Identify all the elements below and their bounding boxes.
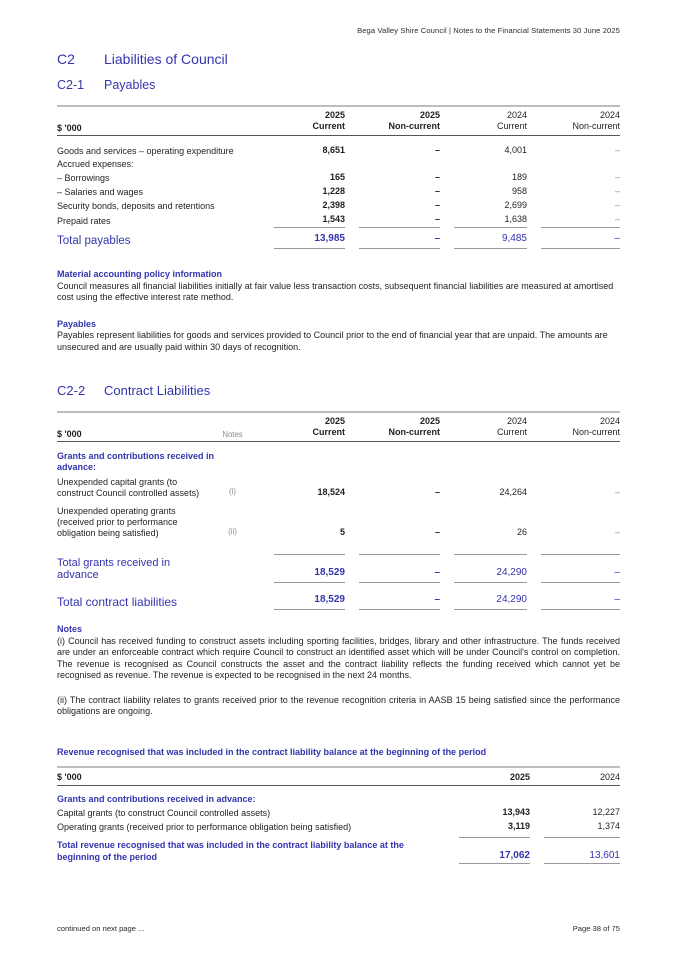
row-value: 3,119 [507,820,530,831]
row-label: Accrued expenses: [57,159,134,169]
notes-column-header: Notes [222,430,243,439]
section-title: Liabilities of Council [104,51,228,67]
table-row [57,199,620,213]
section-heading-c2 [57,51,620,67]
row-value: 5 [339,527,345,537]
column-year: 2024 [599,416,620,426]
row-value: 1,228 [322,186,345,196]
column-year: 2025 [324,110,345,120]
column-year: 2025 [324,416,345,426]
column-year: 2024 [506,416,527,426]
total-value: 24,290 [454,593,527,610]
rule-segment [454,553,527,555]
column-header [454,416,527,439]
table-row [57,806,620,820]
payables-policy-heading: Payables [57,318,97,329]
row-value: – [434,487,440,497]
row-label: Operating grants (received prior to performance obligation being satisfied) [57,821,352,832]
total-value: – [541,232,620,249]
column-header [274,110,345,133]
row-label: – Salaries and wages [57,187,144,197]
footer-page-number: Page 38 of 75 [572,924,620,933]
row-value: 2,699 [504,200,527,210]
column-header [541,110,620,133]
column-header [359,416,440,439]
policy-body: Council measures all financial liabilities initially at fair value less transaction costs, subsequent financial liabilities are measured at amortised cost using the effective interest rate method. [57,280,614,302]
table-row [57,185,620,199]
note-reference: (ii) [228,527,237,536]
group-heading: Grants and contributions received in advance: [57,793,256,804]
payables-table-header [57,105,620,136]
contract-table-header [57,411,620,442]
column-year: 2024 [599,110,620,120]
row-value: 165 [329,172,345,182]
row-label: Security bonds, deposits and retentions [57,201,215,211]
subtotal-value: – [359,566,440,583]
row-value: – [614,487,620,497]
row-value: – [614,200,620,210]
total-value: 9,485 [454,232,527,249]
total-value: 18,529 [274,593,345,610]
table-row [57,158,620,171]
row-value: – [359,213,440,228]
note-ii-text: (ii) The contract liability relates to grants received prior to the revenue recognition criteria in AASB 15 being satisfied since the performance obligations are ongoing. [57,694,620,716]
column-header [541,416,620,439]
total-label: Total contract liabilities [57,595,178,609]
total-row-revenue [57,839,620,864]
row-label: Unexpended operating grants (received prior to performance obligation being satisfied) [57,506,178,538]
total-row-payables [57,232,620,249]
row-label: Unexpended capital grants (to construct Council controlled assets) [57,477,200,498]
row-value: 1,543 [274,213,345,228]
section-heading-c2-1 [57,78,620,92]
payables-policy-body: Payables represent liabilities for goods and services provided to Council prior to the end of financial year that are unpaid. The amounts are unsecured and are usually paid within 30 days of recognition. [57,330,608,352]
row-label: Goods and services – operating expenditure [57,146,234,156]
table-row [57,477,620,500]
policy-heading: Material accounting policy information [57,269,223,279]
row-value: 13,943 [502,806,530,817]
revenue-table-heading: Revenue recognised that was included in the contract liability balance at the beginning of the period [57,746,487,757]
table-row [57,171,620,185]
row-value: – [434,186,440,196]
row-value: 26 [516,527,527,537]
column-header [454,110,527,133]
total-label: Total revenue recognised that was included in the contract liability balance at the beginning of the period [57,839,404,862]
section-code: C2-2 [57,383,86,398]
column-type: Current [496,121,527,131]
rule-segment [274,553,345,555]
row-value: 24,264 [499,487,527,497]
row-value: 8,651 [322,145,345,155]
section-title: Payables [104,78,156,92]
subtotal-value: – [541,566,620,583]
total-value: 17,062 [459,849,530,864]
column-type: Current [312,427,345,437]
column-type: Non-current [572,427,620,437]
row-value: – [434,172,440,182]
row-label: – Borrowings [57,173,110,183]
rule-segment [459,836,530,838]
total-value: 13,601 [544,849,620,864]
table-row [57,144,620,158]
subtotal-value: 18,529 [274,566,345,583]
row-value: – [614,145,620,155]
revenue-table [57,766,620,864]
rule-segment [544,836,620,838]
row-value: 1,638 [454,213,527,228]
section-heading-c2-2 [57,383,620,398]
row-value: 12,227 [592,806,620,817]
revenue-table-header [57,766,620,786]
contract-liabilities-table [57,411,620,610]
unit-label: $ '000 [57,123,82,133]
column-year: 2024 [599,771,620,782]
total-value: – [541,593,620,610]
column-type: Non-current [388,427,440,437]
column-header [274,416,345,439]
total-value: – [359,232,440,249]
unit-label: $ '000 [57,771,82,782]
note-i-text: (i) Council has received funding to construct assets including sporting facilities, bridges, library and other infrastructure. The funds received are under an enforceable contract which require Council to construct an identified asset which will be under Council's control on completion. The revenue is recognised as Council constructs the asset and the contract liability reflects the funding received which cannot yet be recognised as revenue. The revenue is expected to be recognised in the next 24 months. [57,635,620,680]
column-type: Current [496,427,527,437]
total-value: – [359,593,440,610]
section-code: C2-1 [57,78,85,92]
row-value: – [614,186,620,196]
footer-continued-text: continued on next page ... [57,924,145,933]
row-value: 2,398 [322,200,345,210]
row-label: Capital grants (to construct Council controlled assets) [57,807,271,818]
rule-row [57,553,620,555]
column-header [359,110,440,133]
row-value: 958 [511,186,527,196]
notes-heading: Notes [57,624,83,634]
column-year: 2024 [506,110,527,120]
rule-row [57,836,620,838]
row-value: – [434,200,440,210]
table-row [57,506,620,540]
total-value: 13,985 [274,232,345,249]
row-value: – [434,145,440,155]
payables-table [57,105,620,249]
subtotal-row-grants [57,557,620,583]
column-type: Current [312,121,345,131]
section-title: Contract Liabilities [104,383,211,398]
row-value: 189 [511,172,527,182]
column-year: 2025 [419,416,440,426]
row-value: – [614,172,620,182]
subtotal-value: 24,290 [454,566,527,583]
page-header: Bega Valley Shire Council | Notes to the Financial Statements 30 June 2025 [357,26,620,35]
rule-segment [541,553,620,555]
group-heading: Grants and contributions received in advance: [57,451,215,472]
row-label: Prepaid rates [57,216,111,226]
rule-segment [359,553,440,555]
row-value: – [614,527,620,537]
section-code: C2 [57,51,75,67]
row-value: – [541,213,620,228]
column-type: Non-current [388,121,440,131]
row-value: 1,374 [597,820,620,831]
column-year: 2025 [509,771,530,782]
column-type: Non-current [572,121,620,131]
total-row-contract-liabilities [57,593,620,610]
column-year: 2025 [419,110,440,120]
row-value: – [434,527,440,537]
subtotal-label: Total grants received in advance [57,557,171,581]
table-row [57,820,620,834]
total-label: Total payables [57,235,131,247]
row-value: 4,001 [504,145,527,155]
unit-label: $ '000 [57,429,82,439]
table-row [57,213,620,228]
row-value: 18,524 [317,487,345,497]
page-footer [57,924,620,933]
note-reference: (i) [229,487,236,496]
